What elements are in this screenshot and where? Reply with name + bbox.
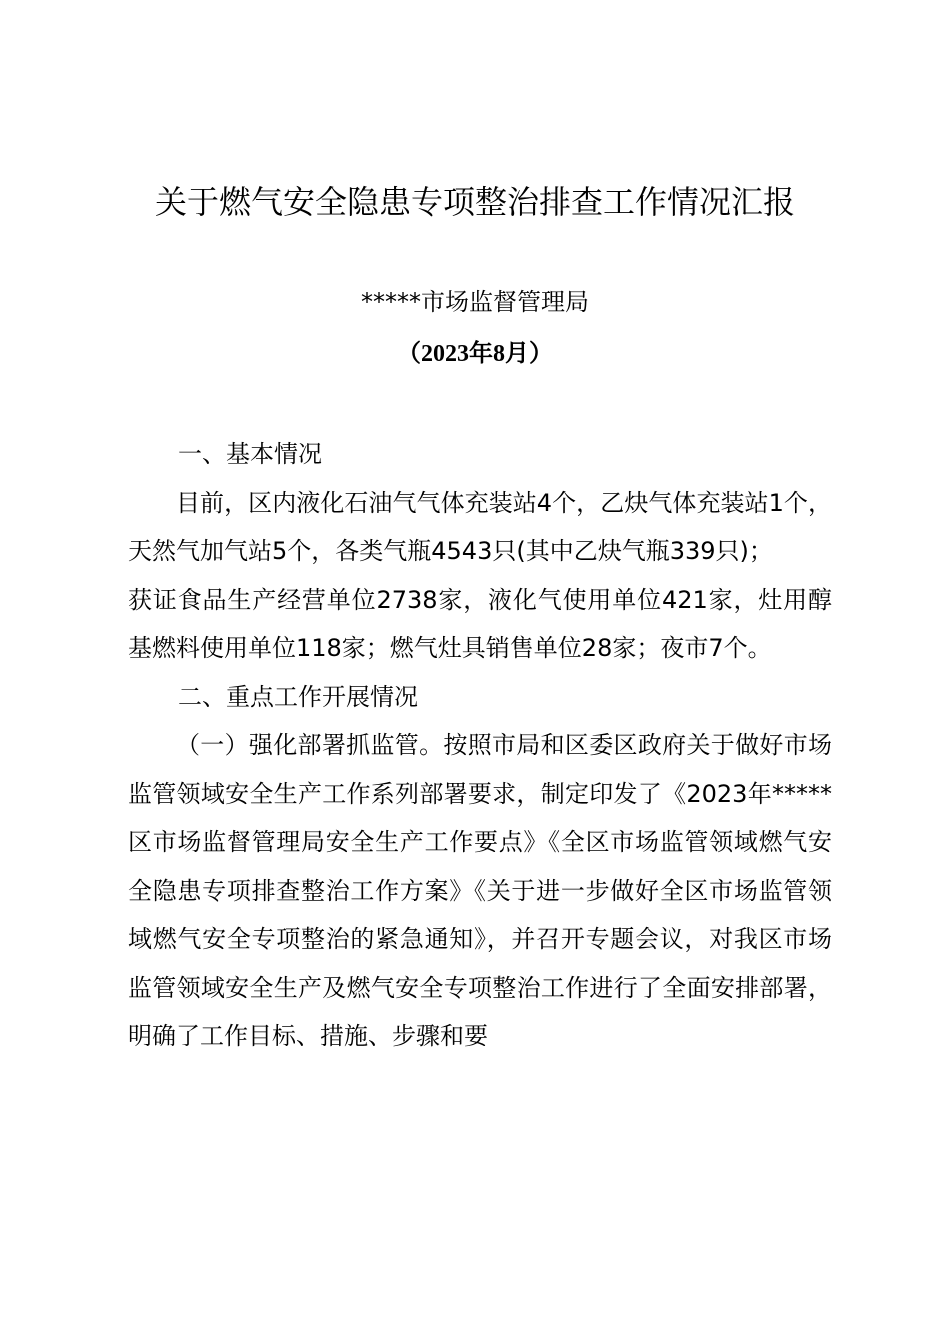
document-title: 关于燃气安全隐患专项整治排查工作情况汇报 — [154, 183, 795, 221]
section-heading-key-work: 二、重点工作开展情况 — [178, 682, 418, 711]
issuer-name: *****市场监督管理局 — [361, 288, 589, 316]
report-date: （2023年8月） — [397, 341, 553, 367]
section-heading-basic-situation: 一、基本情况 — [178, 440, 322, 468]
paragraph-units: 获证食品生产经营单位2738家，液化气使用单位421家，灶用醇基燃料使用单位118家；燃气灶具销售单位28家；夜市7个。 — [128, 585, 832, 662]
document-body — [128, 430, 832, 1061]
paragraph-deployment: （一）强化部署抓监管。按照市局和区委区政府关于做好市场监管领域安全生产工作系列部署要求，制定印发了《2023年*****区市场监督管理局安全生产工作要点》《全区市场监管领域燃气安全隐患专项排查整治工作方案》《关于进一步做好全区市场监管领域燃气安全专项整治的紧急通知》，并召开专题会议，对我区市场监管领域安全生产及燃气安全专项整治工作进行了全面安排部署，明确了工作目标、措施、步骤和要 — [128, 731, 832, 1050]
paragraph-facilities: 目前，区内液化石油气气体充装站4个，乙炔气体充装站1个，天然气加气站5个，各类气瓶4543只(其中乙炔气瓶339只)； — [128, 488, 832, 565]
